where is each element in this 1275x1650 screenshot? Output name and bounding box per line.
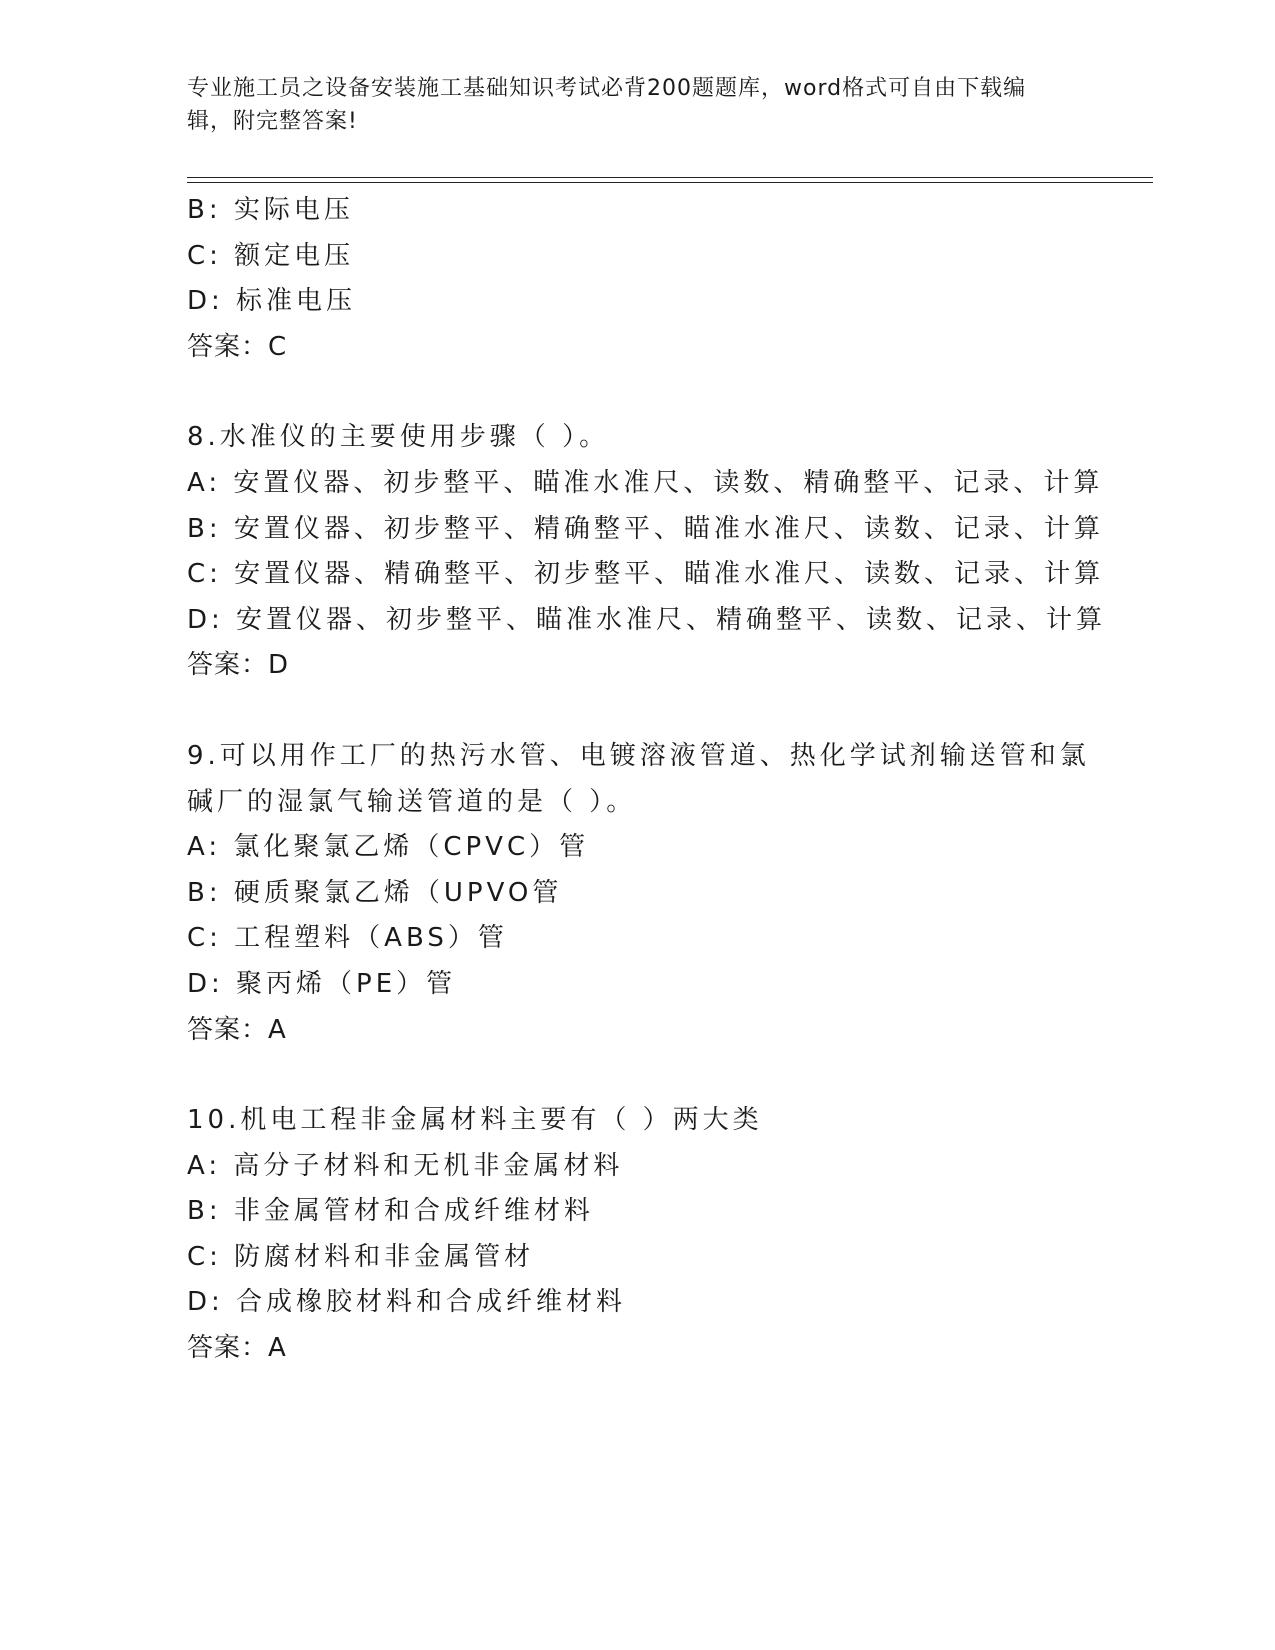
header-rule-top — [187, 177, 1153, 178]
answer-line: 答案：C — [187, 331, 288, 362]
option-d: D: 标准电压 — [187, 286, 357, 317]
option-d: D: 聚丙烯（PE）管 — [187, 968, 457, 999]
question-stem: 10.机电工程非金属材料主要有（ ）两大类 — [187, 1105, 763, 1136]
answer-line: 答案：D — [187, 650, 290, 681]
option-a: A: 高分子材料和无机非金属材料 — [187, 1150, 624, 1181]
option-b: B: 硬质聚氯乙烯（UPVO管 — [187, 877, 563, 908]
option-b: B: 实际电压 — [187, 195, 354, 225]
option-c: C: 工程塑料（ABS）管 — [187, 923, 508, 954]
option-b: B: 安置仪器、初步整平、精确整平、瞄准水准尺、读数、记录、计算 — [187, 513, 1104, 544]
answer-line: 答案：A — [187, 1014, 287, 1045]
document-header: 专业施工员之设备安装施工基础知识考试必背200题题库，word格式可自由下载编辑，附完整答案! — [187, 76, 1027, 134]
option-c: C: 额定电压 — [187, 240, 355, 271]
answer-line: 答案：A — [187, 1333, 287, 1364]
option-a: A: 氯化聚氯乙烯（CPVC）管 — [187, 832, 590, 863]
option-c: C: 防腐材料和非金属管材 — [187, 1241, 535, 1272]
header-rule-bottom — [187, 182, 1153, 183]
question-stem: 9.可以用作工厂的热污水管、电镀溶液管道、热化学试剂输送管和氯 — [187, 740, 1090, 771]
question-stem-continued: 碱厂的湿氯气输送管道的是（ ）。 — [187, 786, 637, 817]
option-a: A: 安置仪器、初步整平、瞄准水准尺、读数、精确整平、记录、计算 — [187, 467, 1104, 498]
question-stem: 8.水准仪的主要使用步骤（ ）。 — [187, 422, 610, 453]
spacer — [187, 1053, 1087, 1098]
question-content — [187, 188, 1107, 1372]
spacer — [187, 370, 1087, 415]
question-8 — [187, 415, 1107, 689]
question-10 — [187, 1098, 1087, 1372]
question-9 — [187, 734, 1090, 1053]
option-d: D: 合成橡胶材料和合成纤维材料 — [187, 1287, 627, 1318]
continued-question — [187, 188, 1087, 370]
option-b: B: 非金属管材和合成纤维材料 — [187, 1196, 594, 1227]
option-c: C: 安置仪器、精确整平、初步整平、瞄准水准尺、读数、记录、计算 — [187, 559, 1105, 590]
spacer — [187, 689, 1087, 734]
option-d: D: 安置仪器、初步整平、瞄准水准尺、精确整平、读数、记录、计算 — [187, 604, 1107, 635]
